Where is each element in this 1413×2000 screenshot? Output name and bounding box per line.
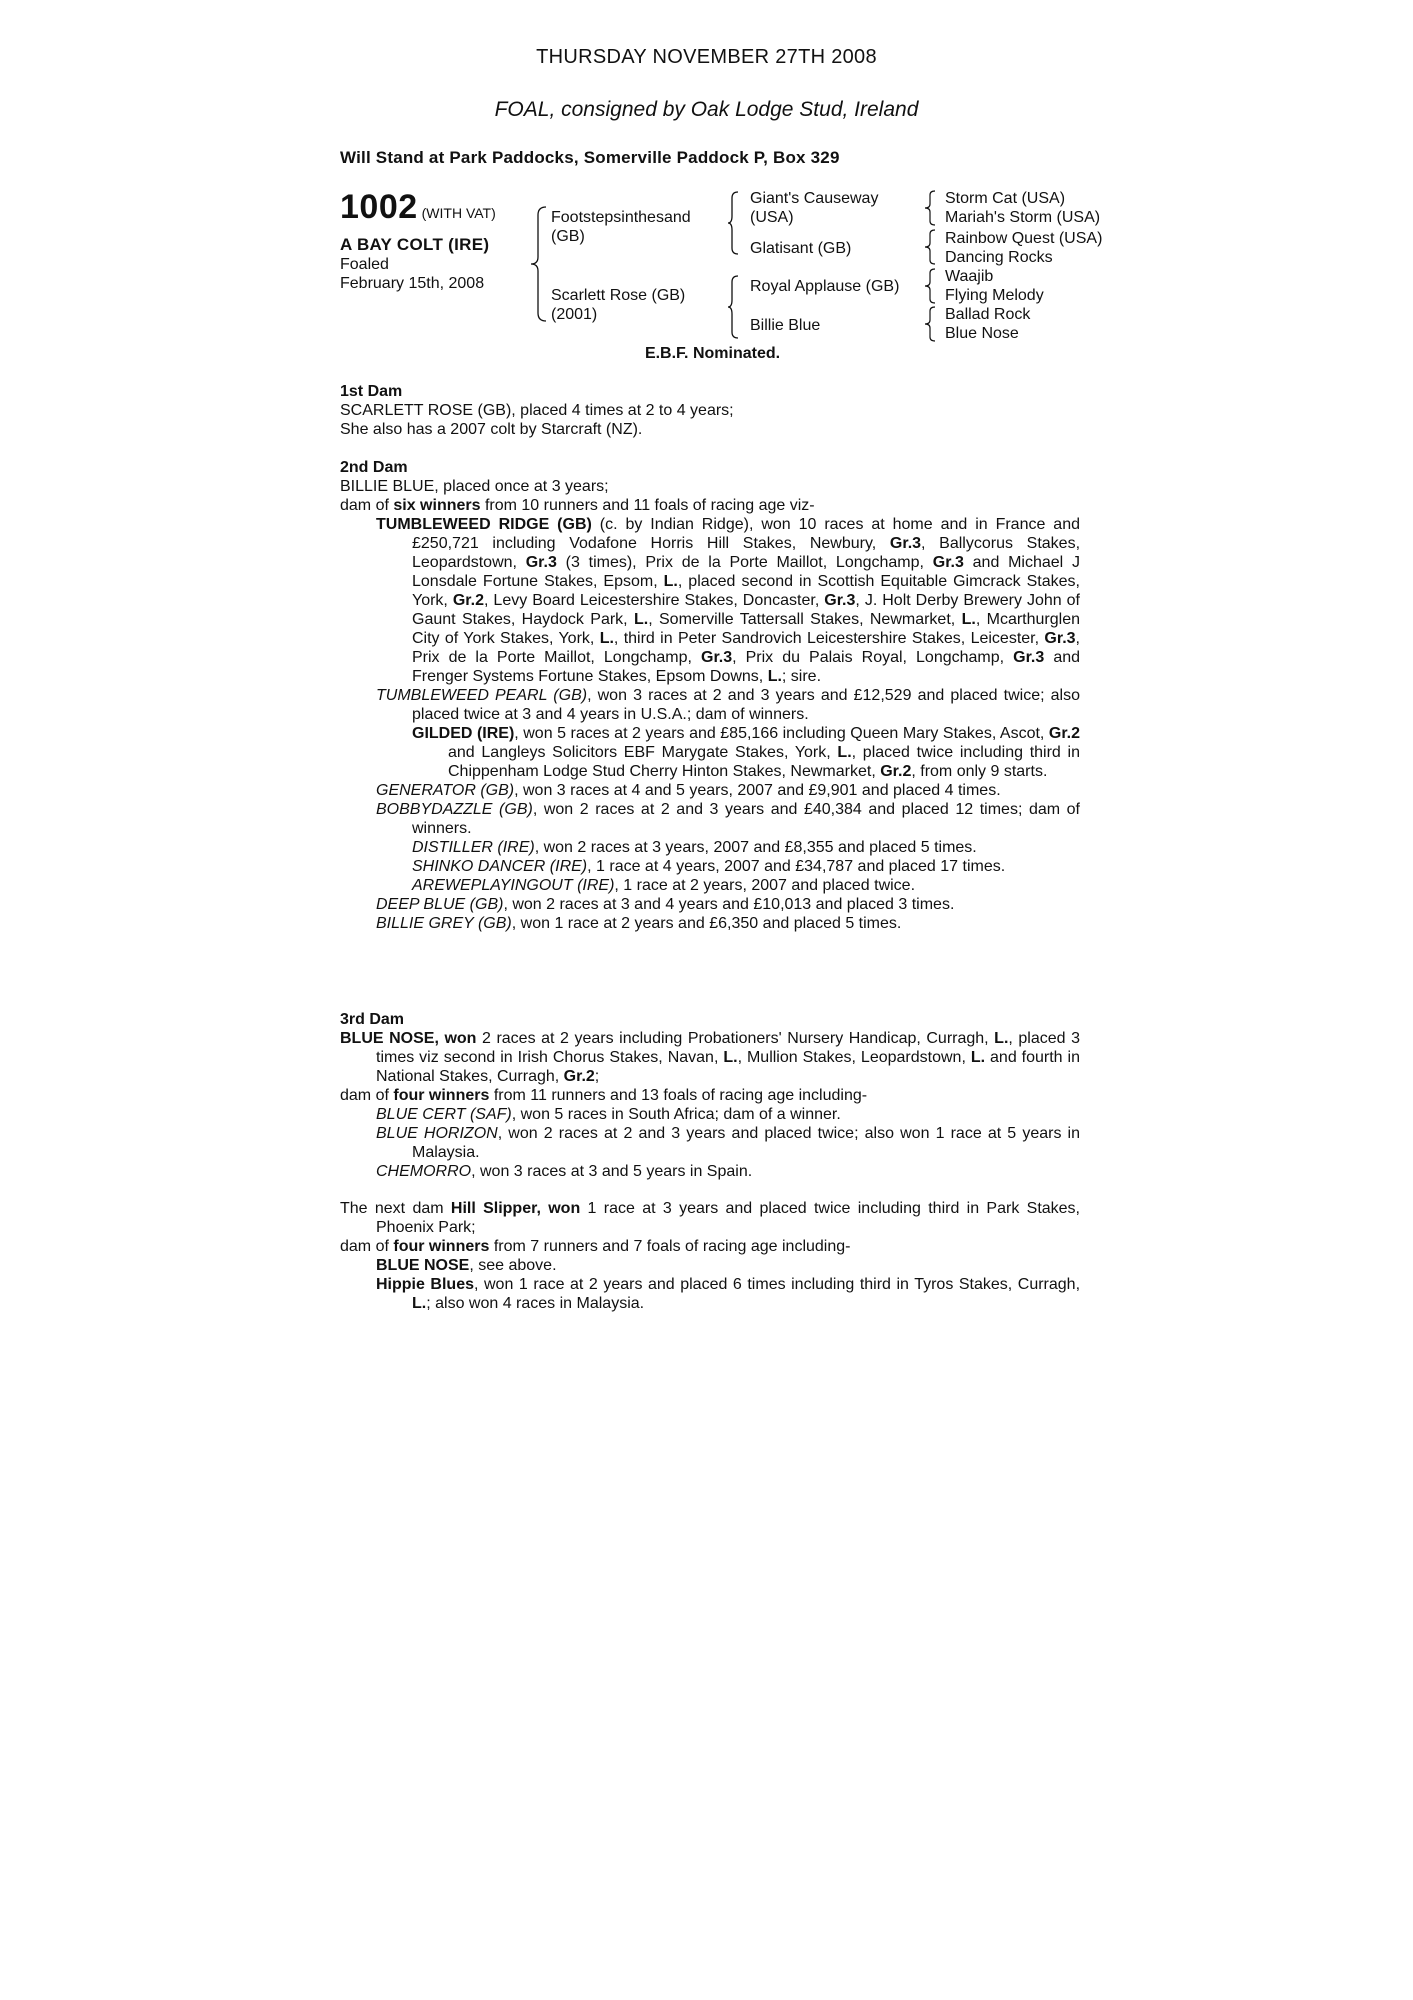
first-dam-section (340, 382, 1080, 439)
second-dam-dam-of: dam of six winners from 10 runners and 11 foals of racing age viz- (340, 497, 815, 514)
produce-tumbleweed-pearl: TUMBLEWEED PEARL (GB), won 3 races at 2 and 3 years and £12,529 and placed twice; also placed twice at 3 and 4 years in U.S.A.; dam of winners. (376, 687, 1081, 723)
produce-distiller: DISTILLER (IRE), won 2 races at 3 years, 2007 and £8,355 and placed 5 times. (412, 839, 977, 856)
pedigree-brace-gg1 (923, 189, 937, 227)
pedigree-ggp-1: Storm Cat (USA) (945, 190, 1066, 207)
produce-blue-nose: BLUE NOSE, see above. (376, 1257, 557, 1274)
pedigree-ggp-6: Flying Melody (945, 287, 1044, 304)
pedigree-brace-gg3 (923, 267, 937, 305)
stand-location: Will Stand at Park Paddocks, Somerville Paddock P, Box 329 (340, 148, 840, 167)
pedigree-brace-gg4 (923, 305, 937, 343)
pedigree-brace-sire (726, 190, 740, 256)
vat-label: (WITH VAT) (421, 205, 496, 221)
first-dam-heading: 1st Dam (340, 383, 403, 400)
pedigree-dam-dam: Billie Blue (750, 317, 821, 334)
pedigree-sire: Footstepsinthesand (GB) (551, 209, 691, 245)
pedigree-brace-dam (726, 274, 740, 340)
next-dam-record: The next dam Hill Slipper, won 1 race at 3 years and placed twice including third in Park Stakes, Phoenix Park; (340, 1200, 1081, 1236)
produce-deep-blue: DEEP BLUE (GB), won 2 races at 3 and 4 years and £10,013 and placed 3 times. (376, 896, 955, 913)
second-dam-heading: 2nd Dam (340, 459, 408, 476)
next-dam-section (340, 1199, 1080, 1313)
pedigree-dam-sire: Royal Applause (GB) (750, 278, 900, 295)
produce-hippie-blues: Hippie Blues, won 1 race at 2 years and placed 6 times including third in Tyros Stakes, Curragh, L.; also won 4 races in Malaysia. (376, 1276, 1081, 1312)
foaled-label: Foaled (340, 256, 389, 273)
produce-blue-cert: BLUE CERT (SAF), won 5 races in South Africa; dam of a winner. (376, 1106, 841, 1123)
produce-chemorro: CHEMORRO, won 3 races at 3 and 5 years in Spain. (376, 1163, 753, 1180)
pedigree-ggp-4: Dancing Rocks (945, 249, 1053, 266)
foaled-date: February 15th, 2008 (340, 275, 485, 292)
pedigree-sire-sire: Giant's Causeway (USA) (750, 190, 879, 226)
lot-info (340, 188, 540, 293)
produce-gilded: GILDED (IRE), won 5 races at 2 years and £85,166 including Queen Mary Stakes, Ascot, Gr.2 and Langleys Solicitors EBF Marygate Stakes, York, L., placed twice including third in Chippenham Lodge Stud Cherry Hinton Stakes, Newmarket, Gr.2, from only 9 starts. (412, 725, 1081, 780)
first-dam-line: SCARLETT ROSE (GB), placed 4 times at 2 to 4 years; (340, 402, 734, 419)
pedigree-ggp-2: Mariah's Storm (USA) (945, 209, 1101, 226)
pedigree-brace-main (528, 205, 548, 323)
consignment: FOAL, consigned by Oak Lodge Stud, Ireland (494, 98, 919, 121)
produce-billie-grey: BILLIE GREY (GB), won 1 race at 2 years and £6,350 and placed 5 times. (376, 915, 902, 932)
lot-number: 1002 (340, 188, 418, 226)
pedigree-sire-dam: Glatisant (GB) (750, 240, 852, 257)
next-dam-dam-of: dam of four winners from 7 runners and 7 foals of racing age including- (340, 1238, 851, 1255)
second-dam-line: BILLIE BLUE, placed once at 3 years; (340, 478, 609, 495)
lot-description: A BAY COLT (IRE) (340, 235, 490, 254)
first-dam-line: She also has a 2007 colt by Starcraft (NZ). (340, 421, 643, 438)
produce-generator: GENERATOR (GB), won 3 races at 4 and 5 years, 2007 and £9,901 and placed 4 times. (376, 782, 1001, 799)
sale-date: THURSDAY NOVEMBER 27TH 2008 (536, 46, 877, 68)
pedigree-dam: Scarlett Rose (GB) (2001) (551, 287, 686, 323)
pedigree-ggp-8: Blue Nose (945, 325, 1019, 342)
third-dam-section (340, 1010, 1080, 1181)
ebf-nominated: E.B.F. Nominated. (644, 345, 781, 362)
produce-tumbleweed-ridge: TUMBLEWEED RIDGE (GB) (c. by Indian Ridge), won 10 races at home and in France and £250,721 including Vodafone Horris Hill Stakes, Newbury, Gr.3, Ballycorus Stakes, Leopardstown, Gr.3 (3 times), Prix de la Porte Maillot, Longchamp, Gr.3 and Michael J Lonsdale Fortune Stakes, Epsom, L., placed second in Scottish Equitable Gimcrack Stakes, York, Gr.2, Levy Board Leicestershire Stakes, Doncaster, Gr.3, J. Holt Derby Brewery John of Gaunt Stakes, Haydock Park, L., Somerville Tattersall Stakes, Newmarket, L., Mcarthurglen City of York Stakes, York, L., third in Peter Sandrovich Leicestershire Stakes, Leicester, Gr.3, Prix de la Porte Maillot, Longchamp, Gr.3, Prix du Palais Royal, Longchamp, Gr.3 and Frenger Systems Fortune Stakes, Epsom Downs, L.; sire. (376, 516, 1081, 685)
third-dam-record: BLUE NOSE, won 2 races at 2 years including Probationers' Nursery Handicap, Curragh, L., placed 3 times viz second in Irish Chorus Stakes, Navan, L., Mullion Stakes, Leopardstown, L. and fourth in National Stakes, Curragh, Gr.2; (340, 1030, 1080, 1085)
third-dam-dam-of: dam of four winners from 11 runners and 13 foals of racing age including- (340, 1087, 868, 1104)
pedigree-ggp-5: Waajib (945, 268, 994, 285)
pedigree-brace-gg2 (923, 228, 937, 266)
produce-shinko-dancer: SHINKO DANCER (IRE), 1 race at 4 years, 2007 and £34,787 and placed 17 times. (412, 858, 1006, 875)
second-dam-section (340, 458, 1080, 933)
third-dam-heading: 3rd Dam (340, 1011, 405, 1028)
produce-blue-horizon: BLUE HORIZON, won 2 races at 2 and 3 years and placed twice; also won 1 race at 5 years in Malaysia. (376, 1125, 1081, 1161)
produce-areweplayingout: AREWEPLAYINGOUT (IRE), 1 race at 2 years, 2007 and placed twice. (412, 877, 916, 894)
pedigree-ggp-3: Rainbow Quest (USA) (945, 230, 1103, 247)
produce-bobbydazzle: BOBBYDAZZLE (GB), won 2 races at 2 and 3 years and £40,384 and placed 12 times; dam of winners. (376, 801, 1081, 837)
pedigree-ggp-7: Ballad Rock (945, 306, 1031, 323)
